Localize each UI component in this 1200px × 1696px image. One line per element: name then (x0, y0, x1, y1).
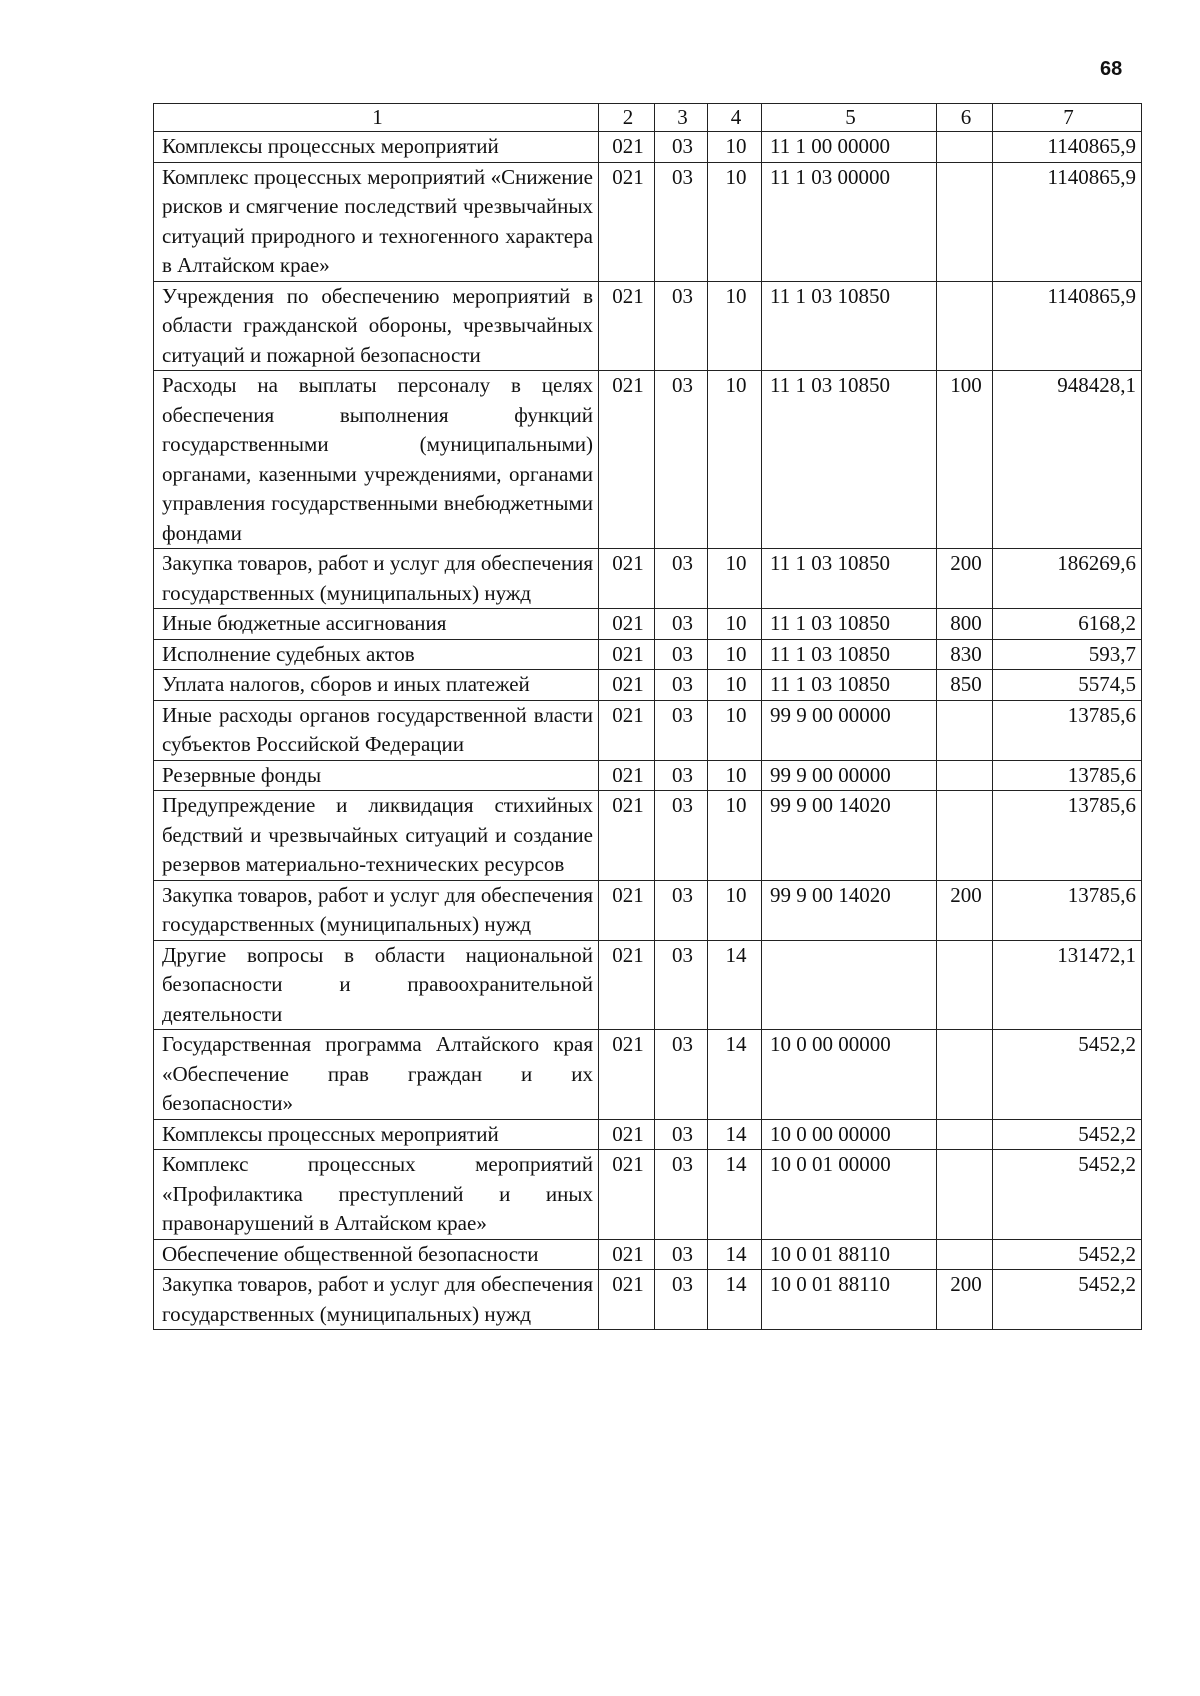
expense-type-cell: 830 (937, 639, 993, 670)
subsection-cell: 14 (708, 1030, 762, 1120)
subsection-cell: 10 (708, 670, 762, 701)
column-header: 1 (154, 104, 599, 132)
column-header: 3 (655, 104, 708, 132)
section-cell: 03 (655, 880, 708, 940)
code-cell: 021 (599, 281, 655, 371)
section-cell: 03 (655, 791, 708, 881)
column-header: 6 (937, 104, 993, 132)
target-article-cell: 99 9 00 14020 (762, 791, 937, 881)
row-name-cell: Учреждения по обеспечению мероприятий в области гражданской обороны, чрезвычайных ситуаций и пожарной безопасности (154, 281, 599, 371)
code-cell: 021 (599, 609, 655, 640)
section-cell: 03 (655, 670, 708, 701)
section-cell: 03 (655, 700, 708, 760)
row-name-cell: Закупка товаров, работ и услуг для обеспечения государственных (муниципальных) нужд (154, 1270, 599, 1330)
section-cell: 03 (655, 1150, 708, 1240)
expense-type-cell (937, 791, 993, 881)
target-article-cell: 99 9 00 00000 (762, 700, 937, 760)
row-name-cell: Закупка товаров, работ и услуг для обеспечения государственных (муниципальных) нужд (154, 549, 599, 609)
column-header: 7 (993, 104, 1142, 132)
amount-cell: 13785,6 (993, 760, 1142, 791)
subsection-cell: 10 (708, 791, 762, 881)
column-header: 2 (599, 104, 655, 132)
table-row (154, 1030, 1142, 1120)
target-article-cell: 11 1 03 00000 (762, 162, 937, 281)
amount-cell: 6168,2 (993, 609, 1142, 640)
table-row (154, 609, 1142, 640)
code-cell: 021 (599, 1150, 655, 1240)
section-cell: 03 (655, 609, 708, 640)
amount-cell: 1140865,9 (993, 281, 1142, 371)
table-row (154, 371, 1142, 549)
code-cell: 021 (599, 880, 655, 940)
table-row (154, 940, 1142, 1030)
table-row (154, 1239, 1142, 1270)
subsection-cell: 10 (708, 162, 762, 281)
code-cell: 021 (599, 162, 655, 281)
target-article-cell: 10 0 00 00000 (762, 1119, 937, 1150)
table-row (154, 281, 1142, 371)
amount-cell: 593,7 (993, 639, 1142, 670)
subsection-cell: 14 (708, 1119, 762, 1150)
target-article-cell: 11 1 03 10850 (762, 371, 937, 549)
row-name-cell: Обеспечение общественной безопасности (154, 1239, 599, 1270)
table-row (154, 791, 1142, 881)
expense-type-cell (937, 940, 993, 1030)
subsection-cell: 10 (708, 549, 762, 609)
row-name-cell: Государственная программа Алтайского края «Обеспечение прав граждан и их безопасности» (154, 1030, 599, 1120)
code-cell: 021 (599, 670, 655, 701)
expense-type-cell (937, 281, 993, 371)
amount-cell: 13785,6 (993, 700, 1142, 760)
expense-type-cell: 200 (937, 880, 993, 940)
amount-cell: 13785,6 (993, 880, 1142, 940)
target-article-cell: 11 1 03 10850 (762, 670, 937, 701)
target-article-cell: 10 0 01 88110 (762, 1239, 937, 1270)
expense-type-cell (937, 760, 993, 791)
expense-type-cell (937, 700, 993, 760)
code-cell: 021 (599, 1239, 655, 1270)
amount-cell: 1140865,9 (993, 162, 1142, 281)
amount-cell: 186269,6 (993, 549, 1142, 609)
amount-cell: 1140865,9 (993, 132, 1142, 163)
target-article-cell: 11 1 03 10850 (762, 549, 937, 609)
section-cell: 03 (655, 1239, 708, 1270)
row-name-cell: Уплата налогов, сборов и иных платежей (154, 670, 599, 701)
target-article-cell: 11 1 03 10850 (762, 609, 937, 640)
table-row (154, 1119, 1142, 1150)
section-cell: 03 (655, 162, 708, 281)
expense-type-cell: 100 (937, 371, 993, 549)
code-cell: 021 (599, 371, 655, 549)
expense-type-cell (937, 132, 993, 163)
subsection-cell: 10 (708, 132, 762, 163)
expense-type-cell: 200 (937, 549, 993, 609)
page-number: 68 (1100, 58, 1123, 80)
table-row (154, 1270, 1142, 1330)
expense-type-cell (937, 1119, 993, 1150)
expense-type-cell (937, 1030, 993, 1120)
subsection-cell: 14 (708, 1270, 762, 1330)
target-article-cell: 99 9 00 00000 (762, 760, 937, 791)
row-name-cell: Предупреждение и ликвидация стихийных бедствий и чрезвычайных ситуаций и создание резервов материально-технических ресурсов (154, 791, 599, 881)
amount-cell: 13785,6 (993, 791, 1142, 881)
subsection-cell: 10 (708, 760, 762, 791)
amount-cell: 5452,2 (993, 1270, 1142, 1330)
table-header-row (154, 104, 1142, 132)
section-cell: 03 (655, 1030, 708, 1120)
section-cell: 03 (655, 371, 708, 549)
code-cell: 021 (599, 1119, 655, 1150)
expense-type-cell: 850 (937, 670, 993, 701)
section-cell: 03 (655, 1119, 708, 1150)
code-cell: 021 (599, 549, 655, 609)
code-cell: 021 (599, 1030, 655, 1120)
amount-cell: 948428,1 (993, 371, 1142, 549)
target-article-cell: 11 1 03 10850 (762, 281, 937, 371)
target-article-cell: 11 1 00 00000 (762, 132, 937, 163)
subsection-cell: 10 (708, 281, 762, 371)
section-cell: 03 (655, 639, 708, 670)
row-name-cell: Комплексы процессных мероприятий (154, 1119, 599, 1150)
amount-cell: 5452,2 (993, 1030, 1142, 1120)
table-row (154, 1150, 1142, 1240)
subsection-cell: 14 (708, 1239, 762, 1270)
amount-cell: 5452,2 (993, 1150, 1142, 1240)
amount-cell: 5452,2 (993, 1239, 1142, 1270)
table-row (154, 549, 1142, 609)
table-row (154, 162, 1142, 281)
amount-cell: 131472,1 (993, 940, 1142, 1030)
table-row (154, 670, 1142, 701)
expense-type-cell (937, 162, 993, 281)
subsection-cell: 10 (708, 880, 762, 940)
code-cell: 021 (599, 639, 655, 670)
row-name-cell: Расходы на выплаты персоналу в целях обеспечения выполнения функций государственными (муниципальными) органами, казенными учреждениями, органами управления государственными внебюджетными фондами (154, 371, 599, 549)
code-cell: 021 (599, 760, 655, 791)
code-cell: 021 (599, 700, 655, 760)
code-cell: 021 (599, 132, 655, 163)
table-row (154, 760, 1142, 791)
subsection-cell: 10 (708, 700, 762, 760)
column-header: 4 (708, 104, 762, 132)
row-name-cell: Закупка товаров, работ и услуг для обеспечения государственных (муниципальных) нужд (154, 880, 599, 940)
target-article-cell: 11 1 03 10850 (762, 639, 937, 670)
column-header: 5 (762, 104, 937, 132)
section-cell: 03 (655, 549, 708, 609)
row-name-cell: Комплекс процессных мероприятий «Снижение рисков и смягчение последствий чрезвычайных ситуаций природного и техногенного характера в Алтайском крае» (154, 162, 599, 281)
amount-cell: 5452,2 (993, 1119, 1142, 1150)
budget-table (153, 103, 1142, 1330)
expense-type-cell (937, 1239, 993, 1270)
subsection-cell: 10 (708, 609, 762, 640)
row-name-cell: Комплекс процессных мероприятий «Профилактика преступлений и иных правонарушений в Алтайском крае» (154, 1150, 599, 1240)
section-cell: 03 (655, 281, 708, 371)
subsection-cell: 10 (708, 639, 762, 670)
table-row (154, 880, 1142, 940)
target-article-cell: 10 0 01 00000 (762, 1150, 937, 1240)
table-row (154, 639, 1142, 670)
expense-type-cell: 200 (937, 1270, 993, 1330)
section-cell: 03 (655, 760, 708, 791)
subsection-cell: 10 (708, 371, 762, 549)
target-article-cell (762, 940, 937, 1030)
row-name-cell: Комплексы процессных мероприятий (154, 132, 599, 163)
target-article-cell: 10 0 01 88110 (762, 1270, 937, 1330)
row-name-cell: Исполнение судебных актов (154, 639, 599, 670)
target-article-cell: 10 0 00 00000 (762, 1030, 937, 1120)
section-cell: 03 (655, 940, 708, 1030)
row-name-cell: Иные бюджетные ассигнования (154, 609, 599, 640)
code-cell: 021 (599, 940, 655, 1030)
table-body (154, 132, 1142, 1330)
subsection-cell: 14 (708, 1150, 762, 1240)
row-name-cell: Другие вопросы в области национальной безопасности и правоохранительной деятельности (154, 940, 599, 1030)
table-row (154, 132, 1142, 163)
expense-type-cell: 800 (937, 609, 993, 640)
row-name-cell: Резервные фонды (154, 760, 599, 791)
code-cell: 021 (599, 1270, 655, 1330)
target-article-cell: 99 9 00 14020 (762, 880, 937, 940)
amount-cell: 5574,5 (993, 670, 1142, 701)
table-row (154, 700, 1142, 760)
expense-type-cell (937, 1150, 993, 1240)
subsection-cell: 14 (708, 940, 762, 1030)
section-cell: 03 (655, 1270, 708, 1330)
code-cell: 021 (599, 791, 655, 881)
section-cell: 03 (655, 132, 708, 163)
row-name-cell: Иные расходы органов государственной власти субъектов Российской Федерации (154, 700, 599, 760)
